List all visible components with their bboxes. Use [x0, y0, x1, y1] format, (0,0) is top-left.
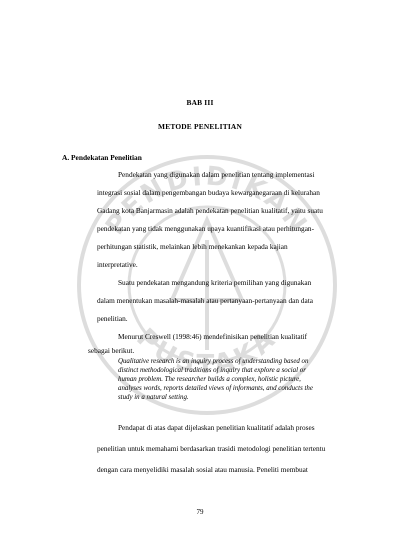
quote-line: analyses words, reports detailed views of informants, and conducts the [118, 385, 313, 392]
paragraph-line: Suatu pendekatan mengandung kriteria pemilihan yang digunakan [118, 278, 312, 287]
page-number: 79 [196, 508, 204, 516]
quote-line: study in a natural setting. [118, 394, 189, 401]
paragraph-line: interpretative. [97, 260, 138, 269]
paragraph-line: dalam menentukan masalah-masalah atau pertanyaan-pertanyaan dan data [97, 296, 313, 305]
section-heading: A. Pendekatan Penelitian [62, 153, 142, 162]
seal-text-top: PENDIDIKAN [100, 161, 314, 241]
paragraph-line: penelitian untuk memahami berdasarkan trasidi metodologi penelitian tertentu [97, 444, 326, 453]
paragraph-line: dengan cara menyelidiki masalah sosial atau manusia. Peneliti membuat [97, 465, 308, 474]
quote-line: Qualitative research is an inquiry process of understanding based on [118, 358, 309, 365]
quote-line: distinct methodological traditions of inquiry that explore a social or [118, 367, 306, 374]
paragraph-line: integrasi sosial dalam pengembangan budaya kewarganegaraan di kelurahan [97, 188, 320, 197]
chapter-number: BAB III [186, 98, 214, 107]
paragraph-line: penelitian. [97, 314, 128, 323]
paragraph-line: Pendapat di atas dapat dijelaskan penelitian kualitatif adalah proses [118, 423, 315, 432]
paragraph-line: Gadang kota Banjarmasin adalah pendekatan penelitian kualitatif, yaitu suatu [97, 206, 323, 215]
paragraph-line: Pendekatan yang digunakan dalam penelitian tentang implementasi [118, 170, 315, 179]
quote-line: human problem. The researcher builds a complex, holistic picture, [118, 376, 301, 383]
seal-text-bottom: PUSTAKA [130, 322, 284, 381]
paragraph-line: sebagai berikut. [88, 346, 135, 355]
paragraph-line: Menurut Creswell (1998:46) mendefinisikan penelitian kualitatif [118, 332, 308, 341]
paragraph-line: pendekatan yang tidak menggunakan upaya kuantifikasi atau perhitungan- [97, 224, 315, 233]
paragraph-line: perhitungan statistik, melainkan lebih menekankan kepada kajian [97, 242, 288, 251]
chapter-title: METODE PENELITIAN [158, 122, 242, 131]
